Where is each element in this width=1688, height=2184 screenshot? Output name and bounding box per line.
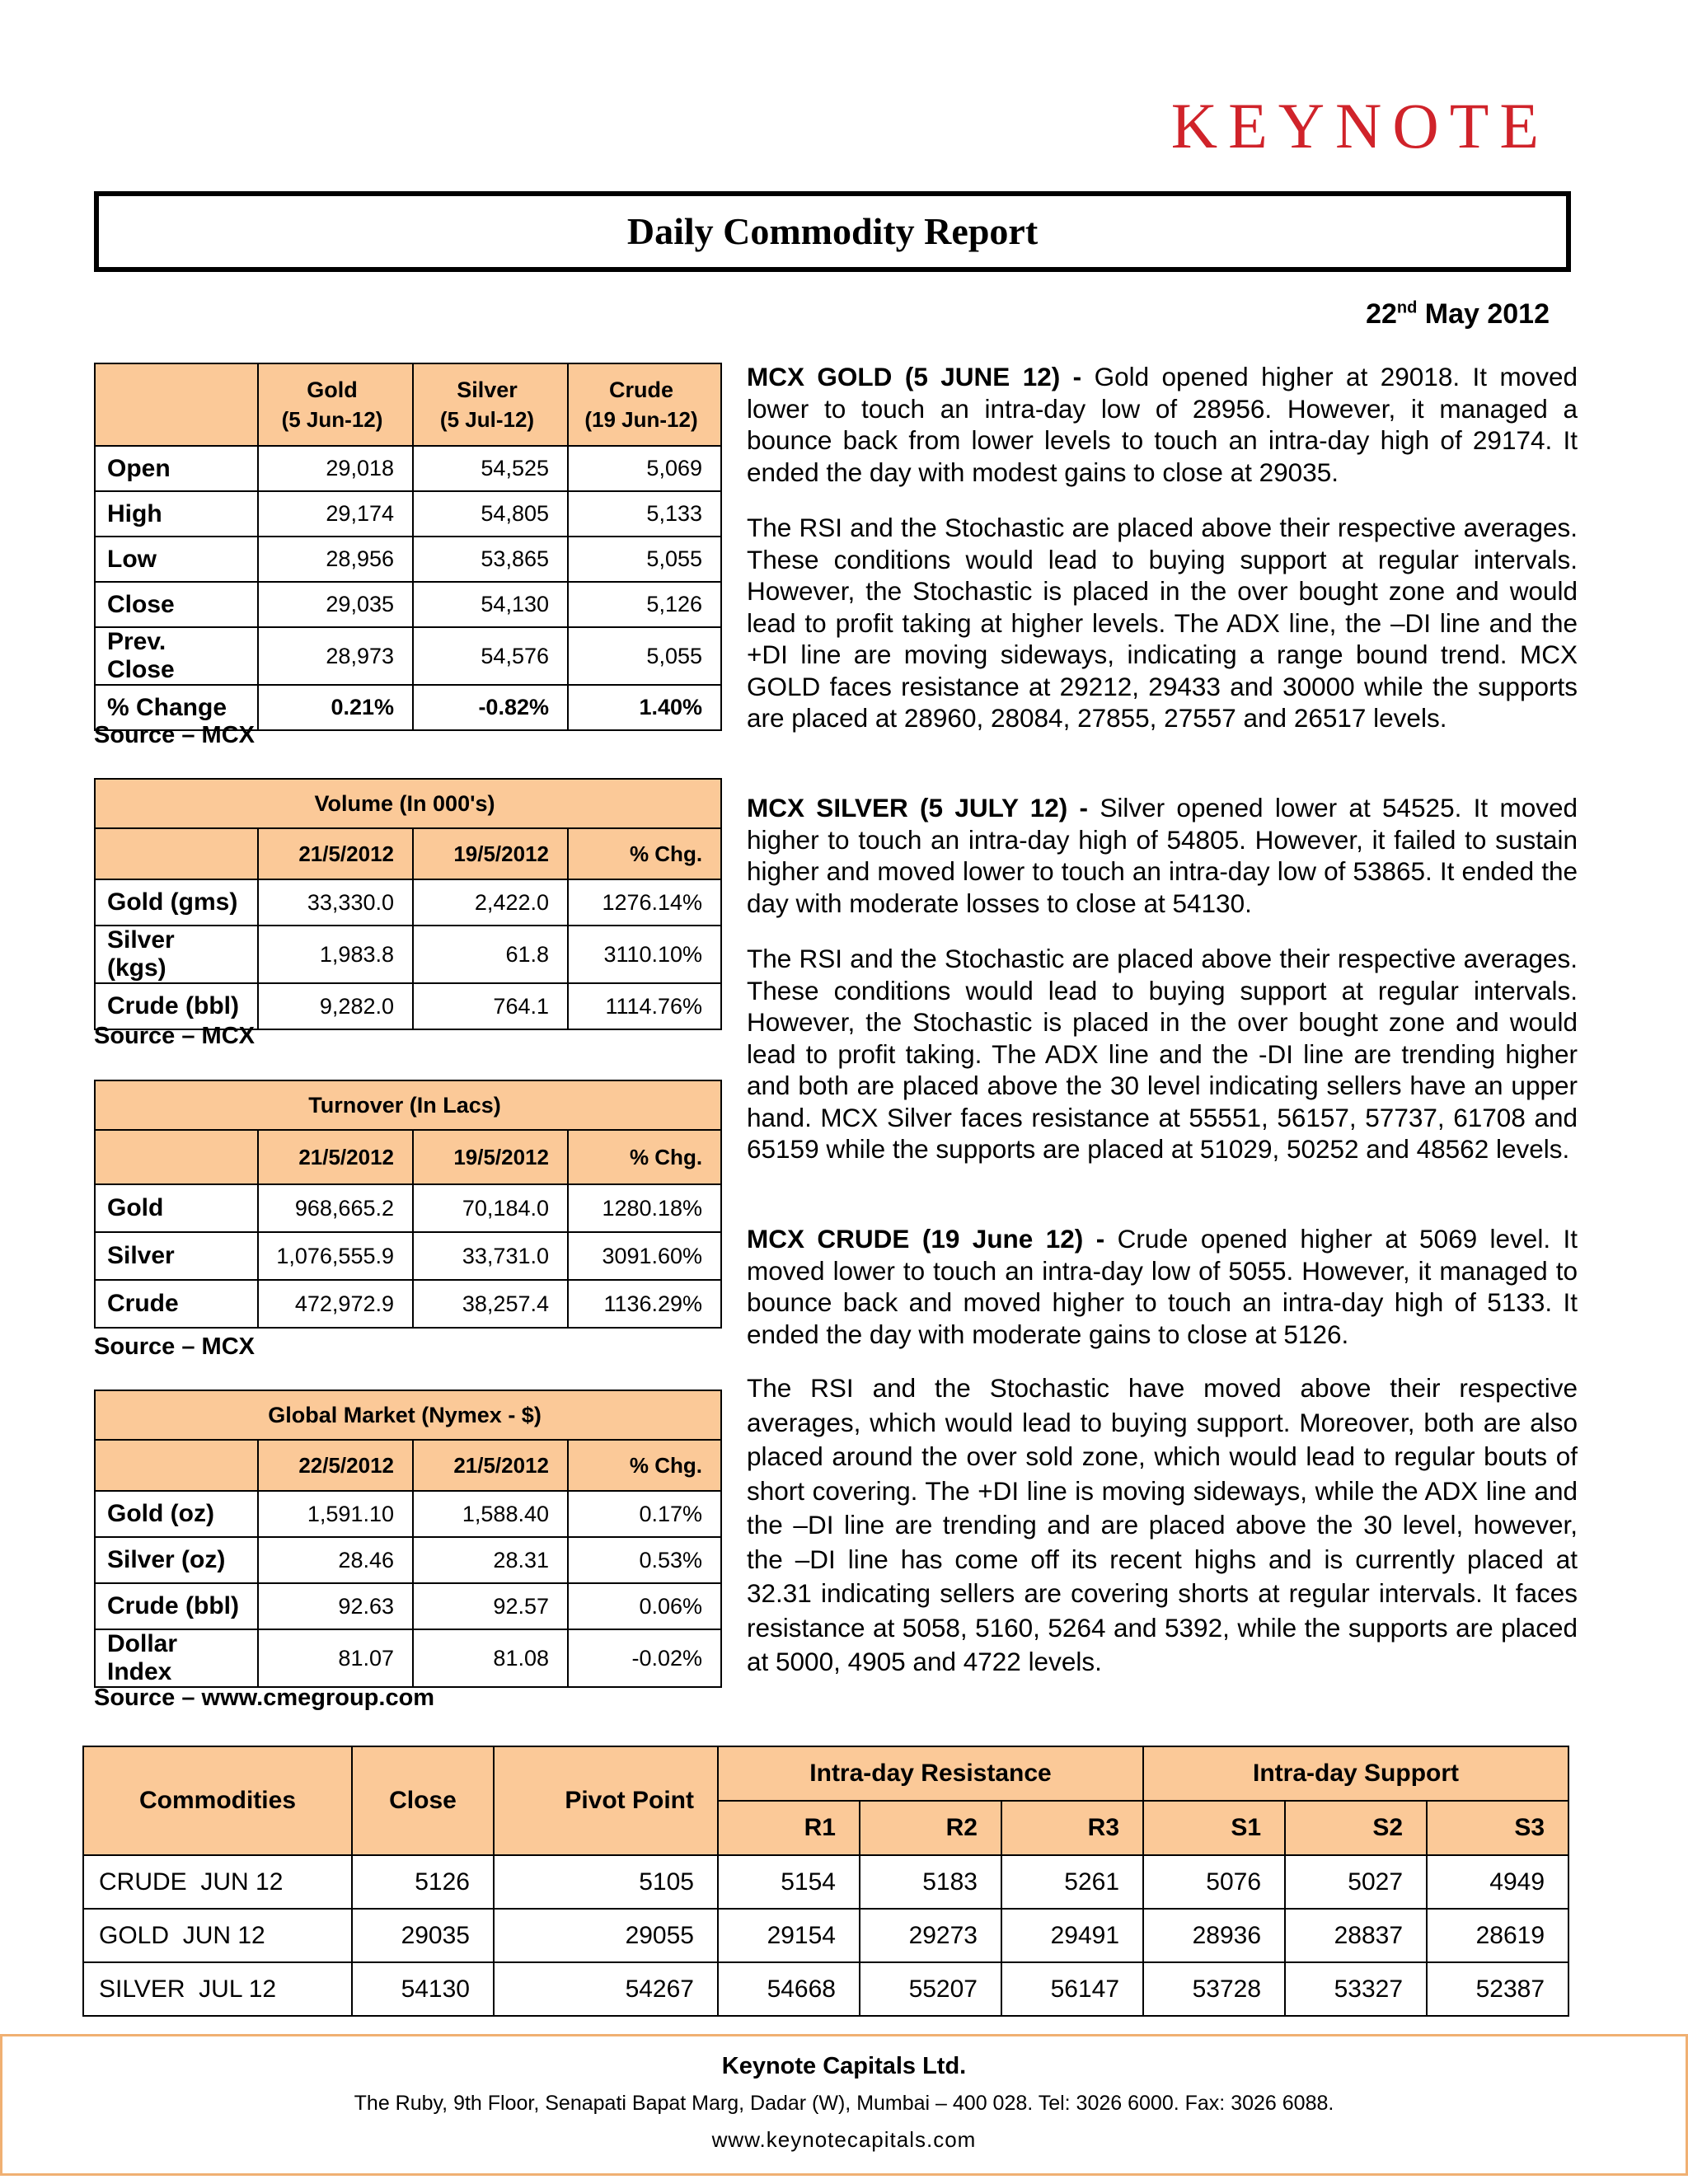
price-table-header [95,363,721,446]
col-silver: Silver (5 Jul-12) [413,363,568,446]
website-link[interactable]: www.keynotecapitals.com [711,2127,977,2152]
table-row: Open 29,018 54,525 5,069 [95,446,721,491]
pivot-levels-table: Commodities Close Pivot Point Intra-day Resistance Intra-day Support R1 R2 R3 S1 S2 S3 CRUDE JUN 12 5126 5105 5154 5183 5261 5076 5027 4949 GOLD JUN 12 29035 29055 29154 29273 29491 28936 28837 28619 SILVER JUL 12 54130 54267 54668 55207 56147 53728 53327 52387 [82,1746,1569,2017]
price-source: Source – MCX [94,722,255,748]
pivot-header: Pivot Point [494,1746,718,1855]
volume-table [94,778,722,1030]
col-gold: Gold (5 Jun-12) [258,363,413,446]
gold-commentary: MCX GOLD (5 JUNE 12) - Gold opened higher at 29018. It moved lower to touch an intra-day low of 28956. However, it managed a bounce back from lower levels to touch an intra-day high of 29174. It ended the day with modest gains to close at 29035. The RSI and the Stochastic are placed above their respective averages. These conditions would lead to buying support at regular intervals. However, the Stochastic is placed in the over bought zone and would lead to profit taking at higher levels. The ADX line, the –DI line and the +DI line are moving sideways, indicating a range bound trend. MCX GOLD faces resistance at 29212, 29433 and 30000 while the supports are placed at 28960, 28084, 27855, 27557 and 26517 levels. [747,362,1578,733]
table-row: Silver 1,076,555.9 33,731.0 3091.60% [95,1232,721,1280]
close-header: Close [352,1746,494,1855]
table-row: GOLD JUN 12 29035 29055 29154 29273 29491 28936 28837 28619 [83,1909,1568,1962]
table-row: Crude 472,972.9 38,257.4 1136.29% [95,1280,721,1328]
turnover-source: Source – MCX [94,1333,255,1360]
table-row: CRUDE JUN 12 5126 5105 5154 5183 5261 5076 5027 4949 [83,1855,1568,1909]
report-date: 22nd May 2012 [1366,298,1550,330]
table-row: Close 29,035 54,130 5,126 [95,582,721,627]
col-crude: Crude (19 Jun-12) [568,363,721,446]
table-row: Dollar Index 81.07 81.08 -0.02% [95,1629,721,1687]
table-row: Gold (oz) 1,591.10 1,588.40 0.17% [95,1491,721,1537]
global-header: 22/5/2012 21/5/2012 % Chg. [95,1440,721,1491]
support-header: Intra-day Support [1143,1746,1568,1801]
report-title: Daily Commodity Report [626,210,1039,252]
company-name: Keynote Capitals Ltd. [721,2053,967,2079]
volume-header: 21/5/2012 19/5/2012 % Chg. [95,828,721,879]
global-caption: Global Market (Nymex - $) [95,1390,721,1440]
table-row: Silver (oz) 28.46 28.31 0.53% [95,1537,721,1583]
price-table [94,363,722,731]
footer [0,2034,1688,2176]
table-row: Crude (bbl) 92.63 92.57 0.06% [95,1583,721,1629]
crude-commentary: MCX CRUDE (19 June 12) - Crude opened higher at 5069 level. It moved lower to touch an intra-day low of 5055. However, it managed to bounce back and moved higher to touch an intra-day high of 5133. It ended the day with moderate gains to close at 5126. The RSI and the Stochastic have moved above their respective averages, which would lead to buying support. Moreover, both are also placed around the over sold zone, which would lead to regular bouts of short covering. The +DI line is moving sideways, while the ADX line and the –DI line are trending and are placed above the 30 level, however, the –DI line has come off its recent highs and is currently placed at 32.31 indicating sellers are covering shorts at regular intervals. It faces resistance at 5058, 5160, 5264 and 5392, while the supports are placed at 5000, 4905 and 4722 levels. [747,1224,1578,1676]
table-row: Crude (bbl) 9,282.0 764.1 1114.76% [95,983,721,1029]
volume-source: Source – MCX [94,1023,255,1049]
report-title-box [94,191,1571,272]
table-row: Gold (gms) 33,330.0 2,422.0 1276.14% [95,879,721,926]
table-row: Gold 968,665.2 70,184.0 1280.18% [95,1184,721,1232]
global-market-table [94,1390,722,1688]
table-row: % Change 0.21% -0.82% 1.40% [95,685,721,730]
keynote-logo: KEYNOTE [1170,90,1550,162]
table-row: SILVER JUL 12 54130 54267 54668 55207 56147 53728 53327 52387 [83,1962,1568,2016]
table-row: High 29,174 54,805 5,133 [95,491,721,537]
volume-caption: Volume (In 000's) [95,779,721,828]
table-row: Silver (kgs) 1,983.8 61.8 3110.10% [95,926,721,983]
turnover-header: 21/5/2012 19/5/2012 % Chg. [95,1130,721,1184]
turnover-caption: Turnover (In Lacs) [95,1080,721,1130]
table-row: Low 28,956 53,865 5,055 [95,537,721,582]
resistance-header: Intra-day Resistance [718,1746,1143,1801]
company-address: The Ruby, 9th Floor, Senapati Bapat Marg, Dadar (W), Mumbai – 400 028. Tel: 3026 6000. Fax: 3026 6088. [354,2092,1334,2115]
silver-commentary: MCX SILVER (5 JULY 12) - Silver opened lower at 54525. It moved higher to touch an intra-day high of 54805. However, it failed to sustain higher and moved lower to touch an intra-day low of 53865. It ended the day with moderate losses to close at 54130. The RSI and the Stochastic are placed above their respective averages. These conditions would lead to buying support at regular intervals. However, the Stochastic is placed in the over bought zone and would lead to profit taking. The ADX line and the -DI line are trending higher and both are placed above the 30 level indicating sellers have an upper hand. MCX Silver faces resistance at 55551, 56157, 57737, 61708 and 65159 while the supports are placed at 51029, 50252 and 48562 levels. [747,793,1578,1164]
turnover-table [94,1080,722,1329]
table-row: Prev. Close 28,973 54,576 5,055 [95,627,721,685]
global-source: Source – www.cmegroup.com [94,1685,435,1711]
commodities-header: Commodities [83,1746,352,1855]
